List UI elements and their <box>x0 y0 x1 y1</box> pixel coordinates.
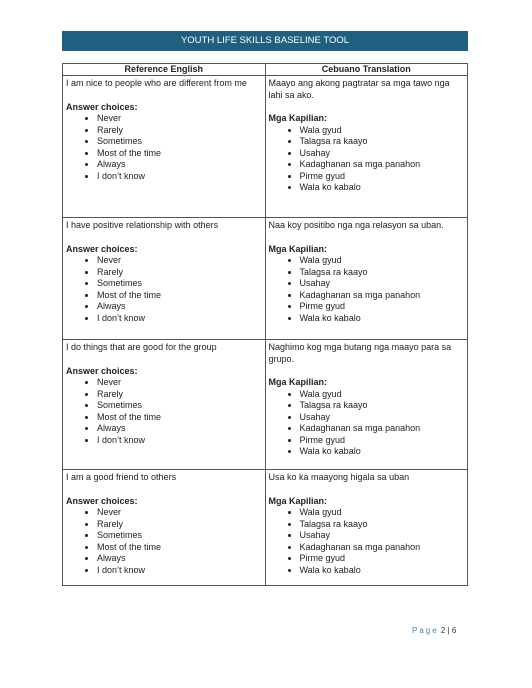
english-question: I have positive relationship with others <box>66 220 219 230</box>
english-cell <box>63 470 266 586</box>
english-cell <box>63 76 266 218</box>
answer-choices-list <box>66 255 262 324</box>
english-question: I am a good friend to others <box>66 472 177 482</box>
list-item: • Most of the time <box>97 290 262 302</box>
column-header-cebuano: Cebuano Translation <box>265 64 468 76</box>
translation-table <box>62 63 468 586</box>
list-item: • Most of the time <box>97 412 262 424</box>
list-item: • Wala gyud <box>300 125 465 137</box>
answer-choices-heading: Answer choices: <box>66 101 138 112</box>
list-item: • Never <box>97 255 262 267</box>
list-item: • Usahay <box>300 278 465 290</box>
list-item: • Most of the time <box>97 542 262 554</box>
answer-choices-heading: Answer choices: <box>66 365 138 376</box>
table-row <box>63 340 468 470</box>
kapilian-heading: Mga Kapilian: <box>268 243 328 254</box>
list-item: • Most of the time <box>97 148 262 160</box>
cebuano-question: Naa koy positibo nga nga relasyon sa uban. <box>268 220 444 230</box>
cebuano-question: Naghimo kog mga butang nga maayo para sa grupo. <box>268 342 452 364</box>
list-item: • Pirme gyud <box>300 553 465 565</box>
list-item: • Never <box>97 377 262 389</box>
list-item: • Wala gyud <box>300 255 465 267</box>
list-item: • Always <box>97 553 262 565</box>
list-item: • Usahay <box>300 412 465 424</box>
kapilian-list <box>269 125 465 194</box>
kapilian-heading: Mga Kapilian: <box>268 495 328 506</box>
list-item: • I don’t know <box>97 565 262 577</box>
answer-choices-list <box>66 507 262 576</box>
table-row <box>63 470 468 586</box>
list-item: • Wala ko kabalo <box>300 313 465 325</box>
column-header-english: Reference English <box>63 64 266 76</box>
table-row <box>63 218 468 340</box>
list-item: • Talagsa ra kaayo <box>300 519 465 531</box>
list-item: • Rarely <box>97 519 262 531</box>
list-item: • Talagsa ra kaayo <box>300 400 465 412</box>
cebuano-cell <box>265 470 468 586</box>
answer-choices-list <box>66 113 262 182</box>
list-item: • Wala ko kabalo <box>300 565 465 577</box>
page-number: 2 | 6 <box>440 626 457 635</box>
list-item: • Usahay <box>300 530 465 542</box>
list-item: • Rarely <box>97 267 262 279</box>
english-question: I do things that are good for the group <box>66 342 217 352</box>
list-item: • Always <box>97 423 262 435</box>
list-item: • Wala gyud <box>300 507 465 519</box>
cebuano-question: Maayo ang akong pagtratar sa mga tawo nga lahi sa ako. <box>268 78 450 100</box>
list-item: • Rarely <box>97 389 262 401</box>
list-item: • Kadaghanan sa mga panahon <box>300 423 465 435</box>
english-question: I am nice to people who are different from me <box>66 78 247 88</box>
list-item: • Wala gyud <box>300 389 465 401</box>
kapilian-heading: Mga Kapilian: <box>268 377 328 387</box>
list-item: • Never <box>97 507 262 519</box>
kapilian-heading: Mga Kapilian: <box>268 113 328 123</box>
answer-choices-heading: Answer choices: <box>66 495 138 506</box>
list-item: • Talagsa ra kaayo <box>300 267 465 279</box>
list-item: • Never <box>97 113 262 125</box>
cebuano-cell <box>265 76 468 218</box>
cebuano-question: Usa ko ka maayong higala sa uban <box>268 472 410 482</box>
english-cell <box>63 340 266 470</box>
list-item: • Pirme gyud <box>300 435 465 447</box>
cebuano-cell <box>265 218 468 340</box>
answer-choices-list <box>66 377 262 446</box>
table-row <box>63 76 468 218</box>
list-item: • Kadaghanan sa mga panahon <box>300 290 465 302</box>
page-footer <box>412 626 456 635</box>
kapilian-list <box>269 507 465 576</box>
list-item: • Kadaghanan sa mga panahon <box>300 159 465 171</box>
list-item: • Sometimes <box>97 530 262 542</box>
list-item: • Sometimes <box>97 278 262 290</box>
cebuano-cell <box>265 340 468 470</box>
list-item: • Pirme gyud <box>300 171 465 183</box>
list-item: • Wala ko kabalo <box>300 446 465 458</box>
list-item: • Always <box>97 159 262 171</box>
list-item: • Kadaghanan sa mga panahon <box>300 542 465 554</box>
list-item: • Pirme gyud <box>300 301 465 313</box>
list-item: • I don’t know <box>97 435 262 447</box>
english-cell <box>63 218 266 340</box>
list-item: • Wala ko kabalo <box>300 182 465 194</box>
list-item: • I don’t know <box>97 313 262 325</box>
document-title-banner <box>62 31 468 51</box>
kapilian-list <box>269 389 465 458</box>
kapilian-list <box>269 255 465 324</box>
list-item: • Rarely <box>97 125 262 137</box>
list-item: • Always <box>97 301 262 313</box>
document-title: YOUTH LIFE SKILLS BASELINE TOOL <box>180 35 350 46</box>
list-item: • Talagsa ra kaayo <box>300 136 465 148</box>
page-label: Page <box>412 626 439 635</box>
list-item: • I don’t know <box>97 171 262 183</box>
list-item: • Sometimes <box>97 400 262 412</box>
list-item: • Sometimes <box>97 136 262 148</box>
answer-choices-heading: Answer choices: <box>66 243 138 254</box>
table-header-row <box>63 64 468 76</box>
list-item: • Usahay <box>300 148 465 160</box>
